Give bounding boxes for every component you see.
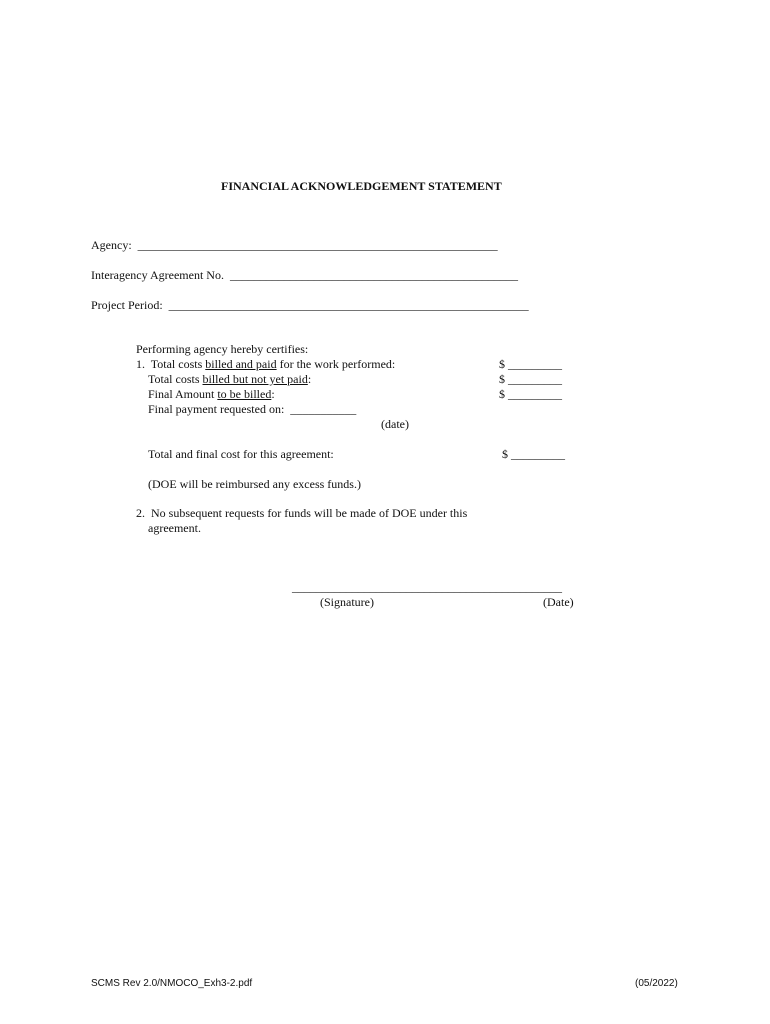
certify-line-2-suffix: :: [307, 372, 312, 386]
reimburse-note: (DOE will be reimbursed any excess funds.): [148, 477, 361, 491]
certify-line-2-prefix: Total costs: [148, 372, 203, 386]
project-period-field[interactable]: Project Period: ____________________________________________________________: [91, 298, 529, 312]
certify-line-3-amount[interactable]: $ _________: [499, 387, 562, 401]
certify-item-1-amount[interactable]: $ _________: [499, 357, 562, 371]
certify-line-2: [148, 372, 311, 387]
date-caption: (date): [381, 417, 409, 431]
certify-item-2-line-1: 2. No subsequent requests for funds will be made of DOE under this: [136, 506, 468, 520]
certify-item-1: [136, 357, 395, 372]
signature-date-caption: (Date): [543, 595, 574, 609]
total-cost-amount[interactable]: $ _________: [502, 447, 565, 461]
certify-line-2-amount[interactable]: $ _________: [499, 372, 562, 386]
certify-item-2-line-2: agreement.: [148, 521, 201, 535]
final-payment-date-field[interactable]: Final payment requested on: ___________: [148, 402, 357, 416]
footer-document-id: SCMS Rev 2.0/NMOCO_Exh3-2.pdf: [91, 978, 253, 989]
footer-revision-date: (05/2022): [635, 978, 678, 989]
certify-line-3-prefix: Final Amount: [148, 387, 218, 401]
certify-line-3-suffix: :: [271, 387, 275, 401]
certify-line-2-emphasis: billed but not yet paid: [202, 372, 308, 386]
certify-intro: Performing agency hereby certifies:: [136, 342, 309, 356]
document-title: FINANCIAL ACKNOWLEDGEMENT STATEMENT: [221, 179, 502, 193]
certify-line-3: [148, 387, 275, 402]
certify-item-1-prefix: 1. Total costs: [136, 357, 206, 371]
signature-caption: (Signature): [320, 595, 374, 609]
certify-item-1-emphasis: billed and paid: [205, 357, 277, 371]
agency-field[interactable]: Agency: ____________________________________________________________: [91, 238, 498, 252]
signature-line[interactable]: _____________________________________________: [292, 580, 562, 594]
interagency-agreement-field[interactable]: Interagency Agreement No. ________________________________________________: [91, 268, 518, 282]
total-cost-label: Total and final cost for this agreement:: [148, 447, 334, 461]
certify-line-3-emphasis: to be billed: [217, 387, 272, 401]
certify-item-1-suffix: for the work performed:: [276, 357, 396, 371]
